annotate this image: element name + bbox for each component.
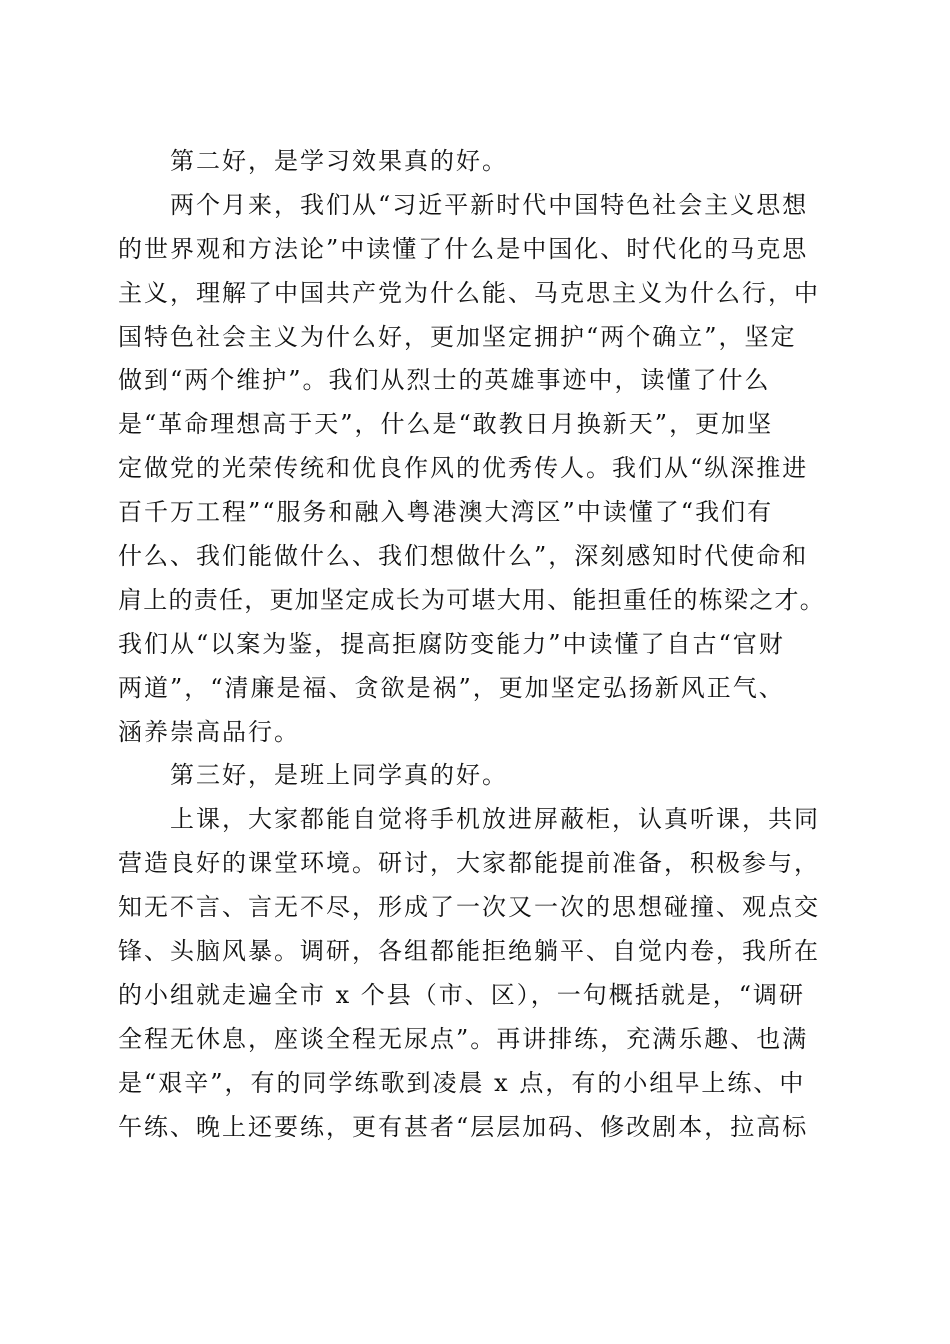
text-line: 主义，理解了中国共产党为什么能、马克思主义为什么行，中 (118, 278, 820, 307)
text-line: 两道”，“清廉是福、贪欲是祸”，更加坚定弘扬新风正气、 (118, 673, 785, 702)
text-line: 第三好，是班上同学真的好。 (170, 761, 508, 790)
text-line: 定做党的光荣传统和优良作风的优秀传人。我们从“纵深推进 (118, 454, 809, 483)
text-line: 百千万工程”“服务和融入粤港澳大湾区”中读懂了“我们有 (118, 498, 774, 527)
text-line: 上课，大家都能自觉将手机放进屏蔽柜，认真听课，共同 (170, 805, 820, 834)
text-line: 知无不言、言无不尽，形成了一次又一次的思想碰撞、观点交 (118, 893, 820, 922)
text-line: 是“革命理想高于天”，什么是“敢教日月换新天”，更加坚 (118, 410, 774, 439)
text-line: 肩上的责任，更加坚定成长为可堪大用、能担重任的栋梁之才。 (118, 585, 825, 614)
text-line: 第二好，是学习效果真的好。 (170, 147, 508, 175)
text-line: 全程无休息，座谈全程无尿点”。再讲排练，充满乐趣、也满 (118, 1024, 809, 1053)
text-line: 午练、晚上还要练，更有甚者“层层加码、修改剧本，拉高标 (118, 1112, 809, 1141)
text-line: 做到“两个维护”。我们从烈士的英雄事迹中，读懂了什么 (118, 366, 771, 395)
text-line: 国特色社会主义为什么好，更加坚定拥护“两个确立”，坚定 (118, 322, 797, 351)
document-body (118, 140, 830, 1149)
text-line: 什么、我们能做什么、我们想做什么”，深刻感知时代使命和 (118, 542, 809, 571)
text-line: 的小组就走遍全市 x 个县（市、区），一句概括就是，“调研 (118, 980, 806, 1009)
text-line: 涵养崇高品行。 (118, 717, 300, 746)
text-line: 两个月来，我们从“习近平新时代中国特色社会主义思想 (170, 190, 809, 219)
text-line: 的世界观和方法论”中读懂了什么是中国化、时代化的马克思 (118, 234, 809, 263)
text-line: 营造良好的课堂环境。研讨，大家都能提前准备，积极参与， (118, 849, 820, 878)
text-line: 锋、头脑风暴。调研，各组都能拒绝躺平、自觉内卷，我所在 (118, 937, 820, 966)
text-line: 我们从“以案为鉴，提高拒腐防变能力”中读懂了自古“官财 (118, 629, 785, 658)
text-line: 是“艰辛”，有的同学练歌到凌晨 x 点，有的小组早上练、中 (118, 1068, 806, 1097)
